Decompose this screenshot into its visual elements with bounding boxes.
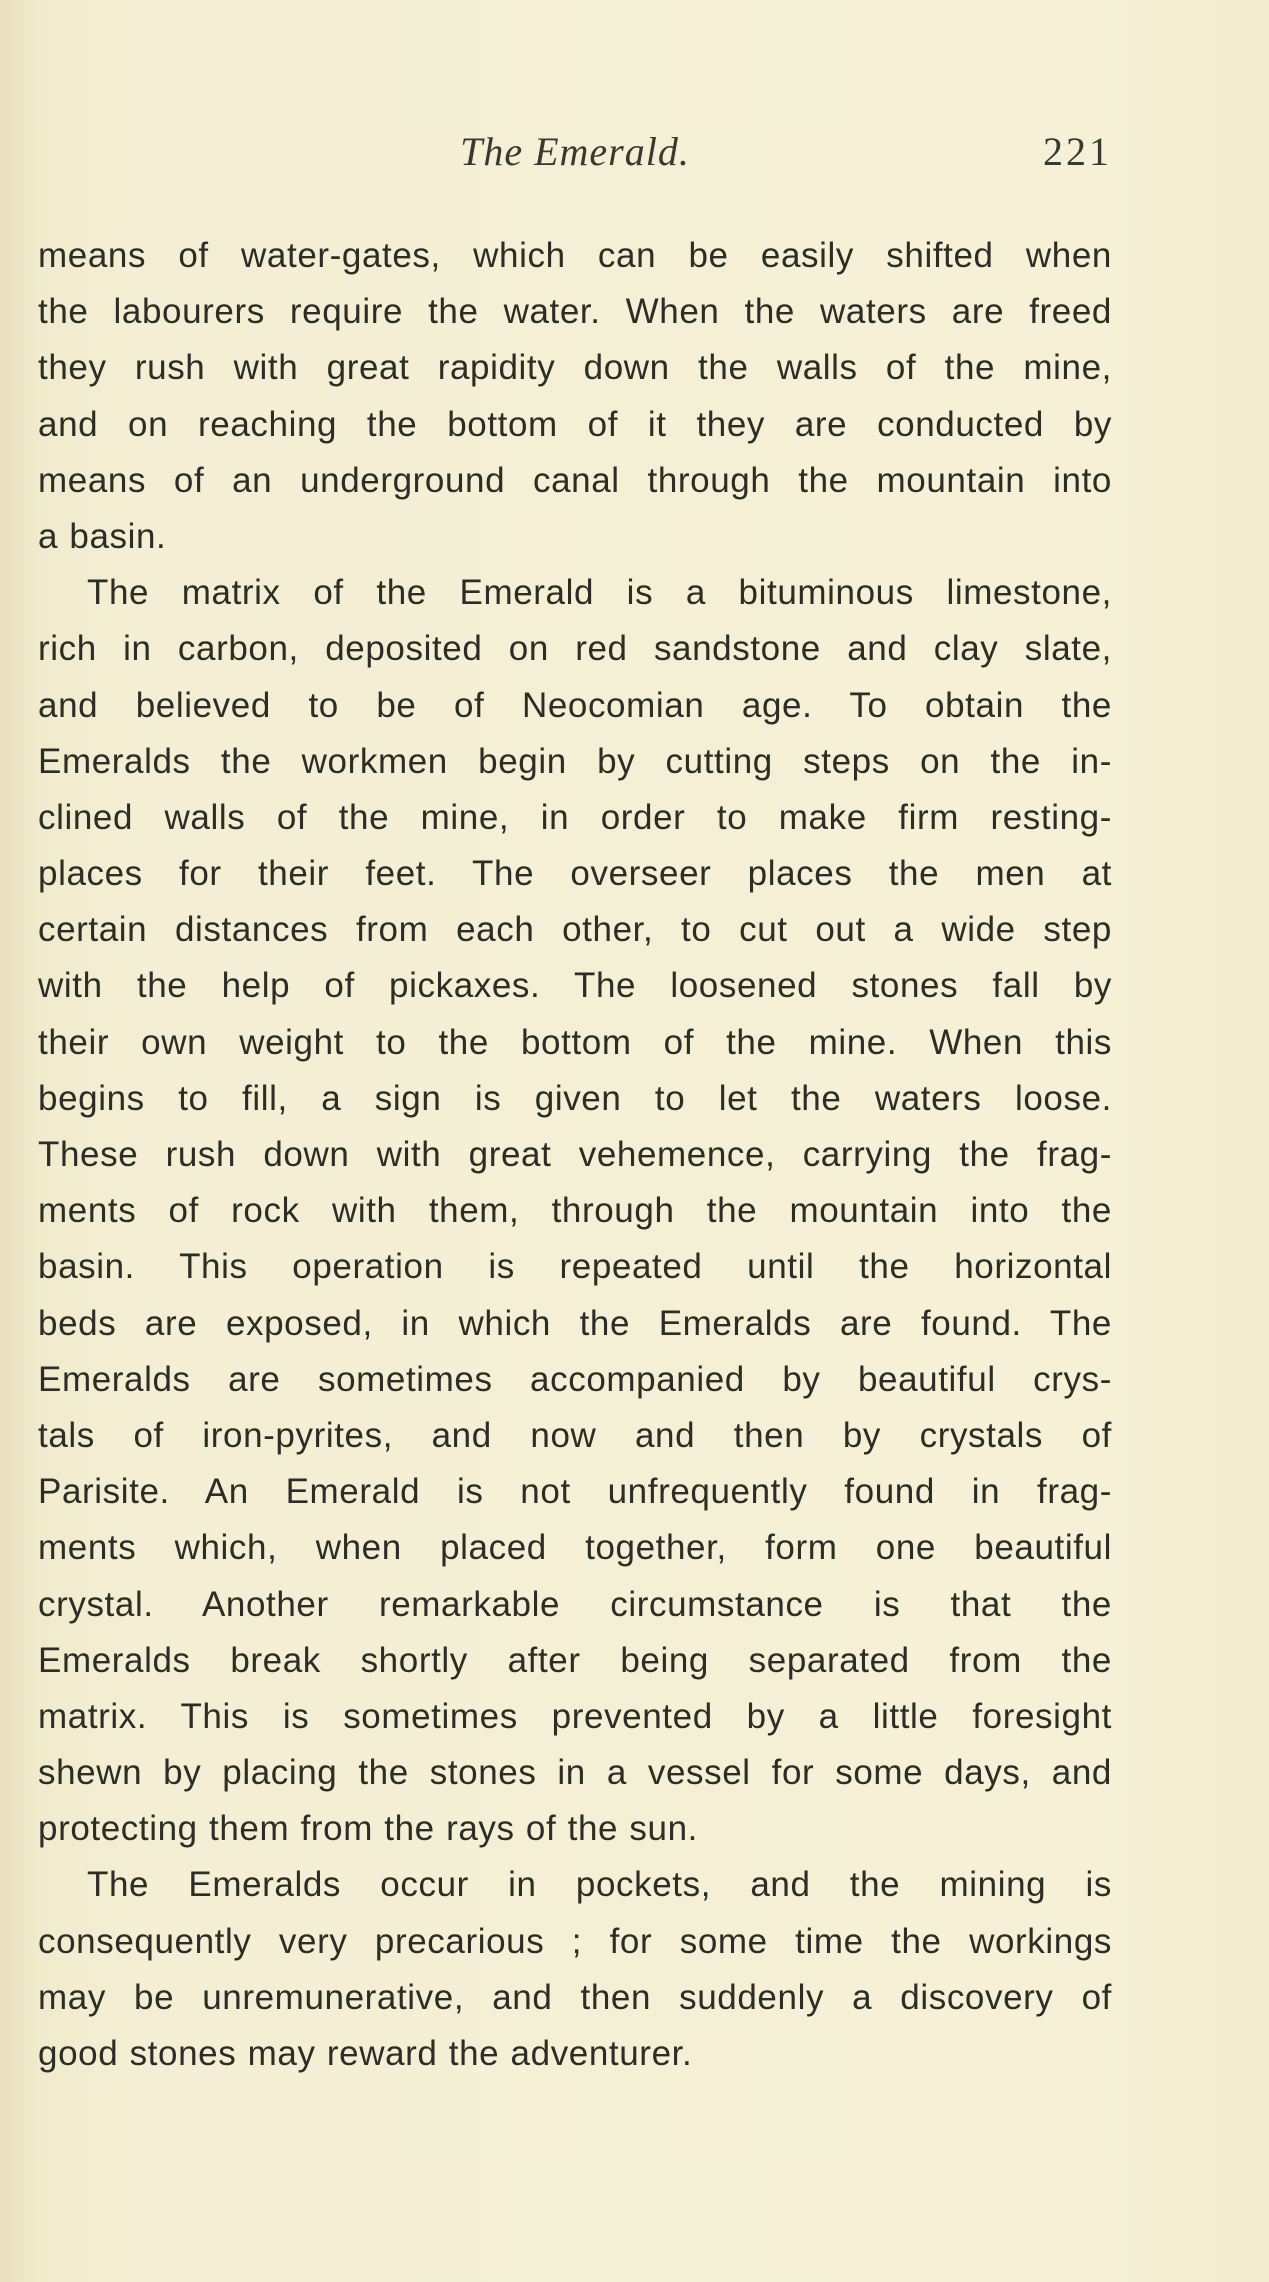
text-line: clined walls of the mine, in order to make firm resting-: [38, 797, 1112, 837]
text-line: the labourers require the water. When the waters are freed: [38, 292, 1112, 332]
text-line: with the help of pickaxes. The loosened stones fall by: [38, 966, 1112, 1006]
text-line: good stones may reward the adventurer.: [38, 2034, 693, 2073]
paragraph-3: [38, 1857, 1112, 2082]
text-line: Emeralds are sometimes accompanied by beautiful crys-: [38, 1359, 1112, 1399]
text-line: The Emeralds occur in pockets, and the mining is: [87, 1865, 1112, 1905]
text-line: Parisite. An Emerald is not unfrequently found in frag-: [38, 1472, 1112, 1512]
body-text: [38, 228, 1112, 2082]
text-line: tals of iron-pyrites, and now and then by crystals of: [38, 1415, 1112, 1455]
text-line: protecting them from the rays of the sun.: [38, 1809, 698, 1849]
text-line: places for their feet. The overseer places the men at: [38, 854, 1112, 894]
text-line: The matrix of the Emerald is a bituminous limestone,: [87, 573, 1112, 613]
paragraph-2: [38, 565, 1112, 1857]
text-line: Emeralds the workmen begin by cutting steps on the in-: [38, 741, 1112, 781]
page-number: 221: [1043, 129, 1112, 174]
text-line: and on reaching the bottom of it they are conducted by: [38, 404, 1112, 444]
text-line: crystal. Another remarkable circumstance is that the: [38, 1584, 1112, 1624]
text-line: basin. This operation is repeated until the horizontal: [38, 1247, 1112, 1287]
text-line: begins to fill, a sign is given to let the waters loose.: [38, 1078, 1112, 1118]
text-line: they rush with great rapidity down the walls of the mine,: [38, 348, 1112, 388]
text-line: shewn by placing the stones in a vessel for some days, and: [38, 1753, 1112, 1793]
text-line: means of an underground canal through the mountain into: [38, 460, 1112, 500]
text-line: These rush down with great vehemence, carrying the frag-: [38, 1135, 1112, 1174]
running-head: [38, 128, 1112, 178]
text-line: their own weight to the bottom of the mine. When this: [38, 1022, 1112, 1062]
text-line: a basin.: [38, 516, 167, 556]
text-line: means of water-gates, which can be easily shifted when: [38, 236, 1112, 275]
paragraph-1: [38, 228, 1112, 565]
text-line: may be unremunerative, and then suddenly a discovery of: [38, 1977, 1112, 2017]
text-line: matrix. This is sometimes prevented by a little foresight: [38, 1696, 1112, 1736]
text-line: ments of rock with them, through the mountain into the: [38, 1191, 1112, 1231]
text-line: certain distances from each other, to cut out a wide step: [38, 910, 1112, 950]
text-line: consequently very precarious ; for some time the workings: [38, 1921, 1112, 1961]
text-line: beds are exposed, in which the Emeralds are found. The: [38, 1303, 1112, 1343]
text-line: ments which, when placed together, form one beautiful: [38, 1528, 1112, 1568]
running-title: The Emerald.: [460, 129, 690, 174]
text-line: rich in carbon, deposited on red sandstone and clay slate,: [38, 629, 1112, 669]
text-line: and believed to be of Neocomian age. To obtain the: [38, 685, 1112, 725]
text-line: Emeralds break shortly after being separated from the: [38, 1640, 1112, 1680]
